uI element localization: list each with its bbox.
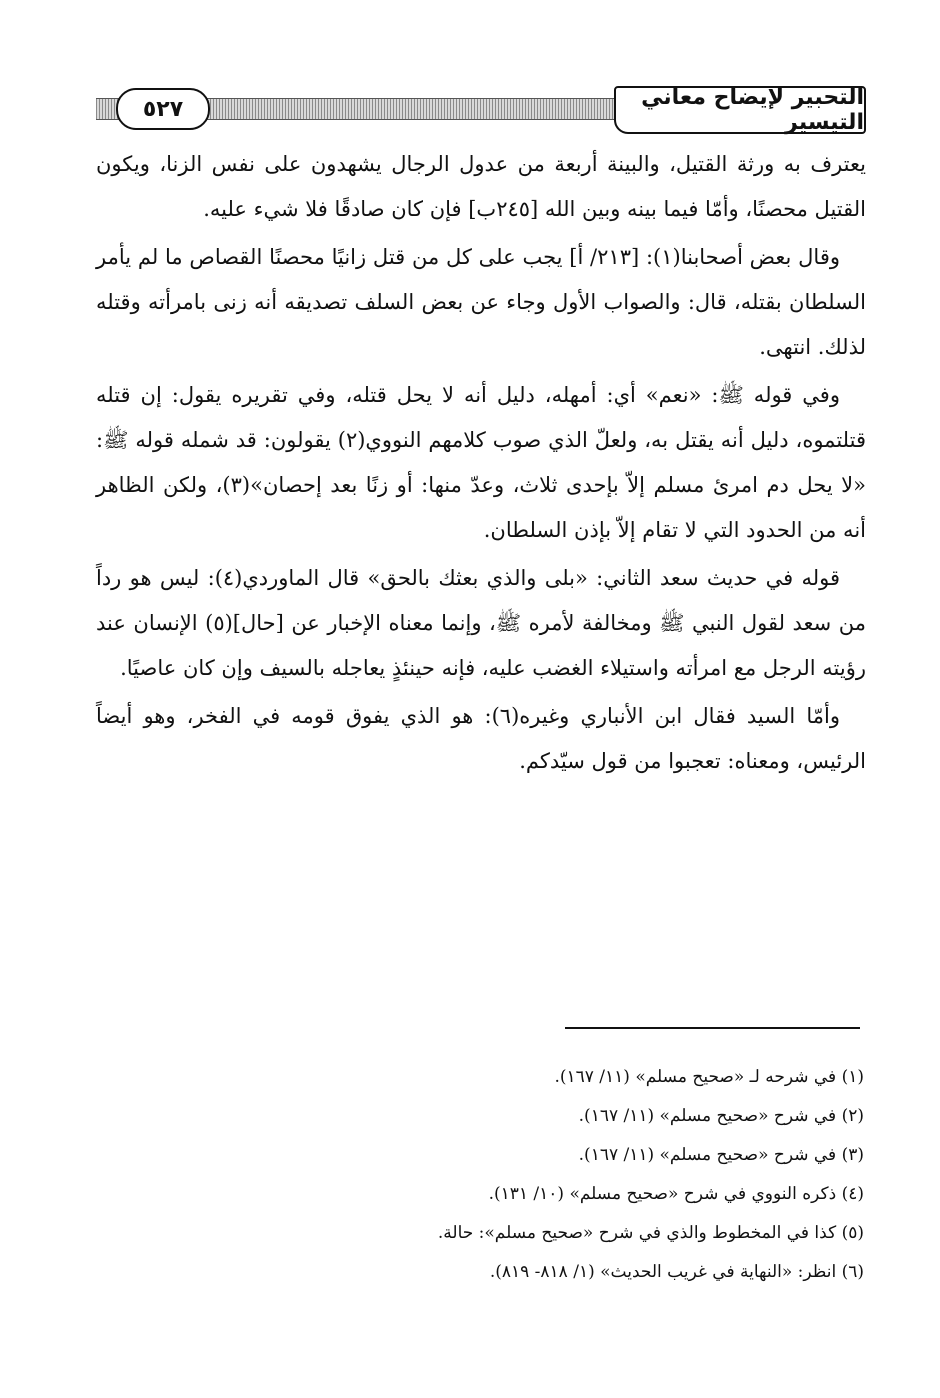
paragraph: قوله في حديث سعد الثاني: «بلى والذي بعثك بالحق» قال الماوردي(٤): ليس هو رداً من سعد لقول النبي ﷺ ومخالفة لأمره ﷺ، وإنما معناه الإخبار عن [حال](٥) الإنسان عند رؤيته الرجل مع امرأته واستيلاء الغضب عليه، فإنه حينئذٍ يعاجله بالسيف وإن كان عاصيًا. <box>96 566 866 680</box>
footnote: (٦) انظر: «النهاية في غريب الحديث» (١/ ٨١٨- ٨١٩). <box>489 1262 864 1282</box>
footnote: (٣) في شرح «صحيح مسلم» (١١/ ١٦٧). <box>578 1145 864 1165</box>
footnote: (٢) في شرح «صحيح مسلم» (١١/ ١٦٧). <box>578 1106 864 1126</box>
paragraph: وأمّا السيد فقال ابن الأنباري وغيره(٦): هو الذي يفوق قومه في الفخر، وهو أيضاً الرئيس، ومعناه: تعجبوا من قول سيّدكم. <box>96 704 866 773</box>
footnote: (٤) ذكره النووي في شرح «صحيح مسلم» (١٠/ ١٣١). <box>488 1184 864 1204</box>
footnote: (٥) كذا في المخطوط والذي في شرح «صحيح مسلم»: حالة. <box>437 1223 864 1243</box>
footnotes <box>96 1058 864 1292</box>
footnote: (١) في شرحه لـ «صحيح مسلم» (١١/ ١٦٧). <box>554 1067 864 1087</box>
page-number: ٥٢٧ <box>116 88 210 130</box>
book-title: التحبير لإيضاح معاني التيسير <box>614 86 866 134</box>
running-header <box>96 85 866 135</box>
paragraph: وفي قوله ﷺ: «نعم» أي: أمهله، دليل أنه لا يحل قتله، وفي تقريره يقول: إن قتله قتلتموه، دليل أنه يقتل به، ولعلّ الذي صوب كلامهم النووي(٢) يقولون: قد شمله قوله ﷺ: «لا يحل دم امرئ مسلم إلاّ بإحدى ثلاث، وعدّ منها: أو زنًا بعد إحصان»(٣)، ولكن الظاهر أنه من الحدود التي لا تقام إلاّ بإذن السلطان. <box>96 383 866 542</box>
footnote-separator <box>565 1027 860 1029</box>
paragraph: وقال بعض أصحابنا(١): [٢١٣/ أ] يجب على كل من قتل زانيًا محصنًا القصاص ما لم يأمر السلطان بقتله، قال: والصواب الأول وجاء عن بعض السلف تصديقه أنه زنى بامرأته وقتله لذلك. انتهى. <box>96 245 866 359</box>
paragraph: يعترف به ورثة القتيل، والبينة أربعة من عدول الرجال يشهدون على نفس الزنا، ويكون القتيل محصنًا، وأمّا فيما بينه وبين الله [٢٤٥ب] فإن كان صادقًا فلا شيء عليه. <box>96 152 866 221</box>
main-text <box>96 142 866 787</box>
